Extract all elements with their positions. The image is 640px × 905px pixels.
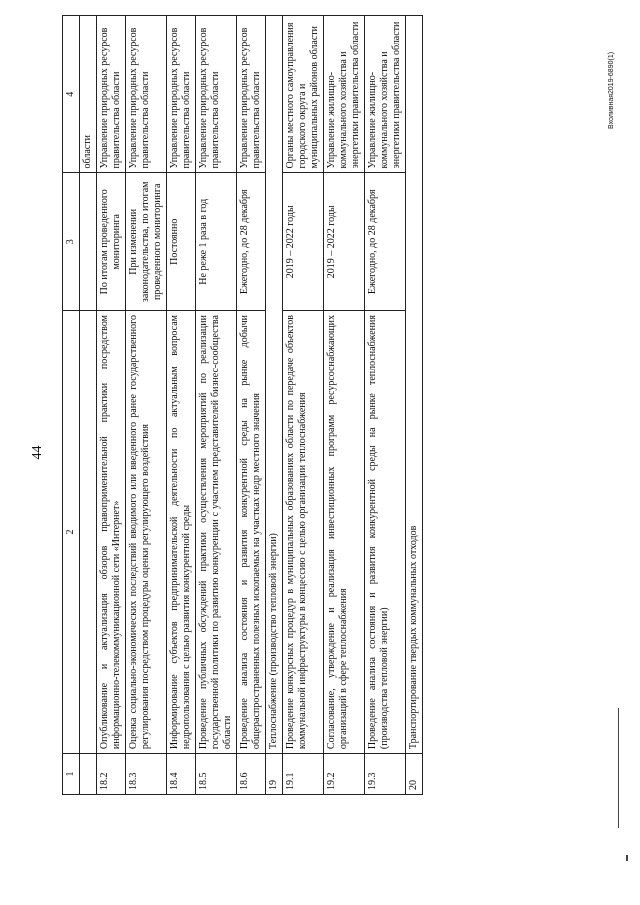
table-row [167,16,196,795]
measure-text: Проведение публичных обсуждений практики осуществления мероприятий по реализации государственной политики по развитию конкуренции с участием представителей бизнес-сообщества области [196,311,237,754]
deadline [80,173,97,311]
column-header: 1 [63,754,80,795]
responsible-body: Управление жилищно-коммунального хозяйства и энергетики правительства области [365,16,406,174]
measure-text: Согласование, утверждение и реализация инвестиционных программ ресурсоснабжающих организаций в сфере теплоснабжения [324,311,365,754]
deadline: 2019 – 2022 годы [283,173,324,311]
responsible-body: Управление природных ресурсов правительства области [237,16,266,174]
measure-text: Информирование субъектов предпринимательской деятельности по актуальным вопросам недропользования с целью развития конкурентной среды [167,311,196,754]
responsible-body: Управление жилищно-коммунального хозяйства и энергетики правительства области [324,16,365,174]
responsible-body: Управление природных ресурсов правительства области [97,16,126,174]
measures-table [62,15,423,795]
responsible-body: области [80,16,97,174]
measure-text: Проведение анализа состояния и развития конкурентной среды на рынке добычи общераспространенных полезных ископаемых на участках недр местного значения [237,311,266,754]
row-number: 18.4 [167,754,196,795]
deadline: По итогам проведенного мониторинга [97,173,126,311]
section-row [406,16,423,795]
row-number [80,754,97,795]
row-number: 19.2 [324,754,365,795]
column-header: 4 [63,16,80,174]
column-header: 3 [63,173,80,311]
deadline: Ежегодно, до 28 декабря [365,173,406,311]
responsible-body: Управление природных ресурсов правительства области [126,16,167,174]
measure-text: Проведение анализа состояния и развития конкурентной среды на рынке теплоснабжения (производства тепловой энергии) [365,311,406,754]
table-row [196,16,237,795]
table-body [63,16,423,795]
section-title: Транспортирование твердых коммунальных отходов [406,16,423,754]
row-number: 19 [266,754,283,795]
deadline: 2019 – 2022 годы [324,173,365,311]
measure-text [80,311,97,754]
deadline: Ежегодно, до 28 декабря [237,173,266,311]
measure-text: Проведение конкурсных процедур в муниципальных образованиях области по передаче объектов коммунальной инфраструктуры в концессию с целью организации теплоснабжения [283,311,324,754]
responsible-body: Управление природных ресурсов правительства области [196,16,237,174]
table-row [365,16,406,795]
table-row [283,16,324,795]
table-row [324,16,365,795]
scan-speck [626,855,628,861]
row-number: 18.3 [126,754,167,795]
measure-text: Опубликование и актуализация обзоров правоприменительной практики посредством информационно-телекоммуникационной сети «Интернет» [97,311,126,754]
header-row [63,16,80,795]
scan-line [618,708,619,828]
table-row [97,16,126,795]
deadline: При изменении законодательства, по итогам проведенного мониторинга [126,173,167,311]
table-row [80,16,97,795]
table-row [237,16,266,795]
section-title: Теплоснабжение (производство тепловой энергии) [266,16,283,754]
section-row [266,16,283,795]
row-number: 18.6 [237,754,266,795]
page-number: 44 [30,445,45,460]
row-number: 19.1 [283,754,324,795]
row-number: 18.2 [97,754,126,795]
row-number: 20 [406,754,423,795]
column-header: 2 [63,311,80,754]
deadline: Постоянно [167,173,196,311]
table-row [126,16,167,795]
measure-text: Оценка социально-экономических последствий вводимого или введенного ранее государственного регулирования посредством процедуры оценки регулирующего воздействия [126,311,167,754]
row-number: 18.5 [196,754,237,795]
responsible-body: Органы местного самоуправления городского округа и муниципальных районов области [283,16,324,174]
document-code: Вхоливная2019-6890(1) [608,51,615,129]
deadline: Не реже 1 раза в год [196,173,237,311]
responsible-body: Управление природных ресурсов правительства области [167,16,196,174]
row-number: 19.3 [365,754,406,795]
